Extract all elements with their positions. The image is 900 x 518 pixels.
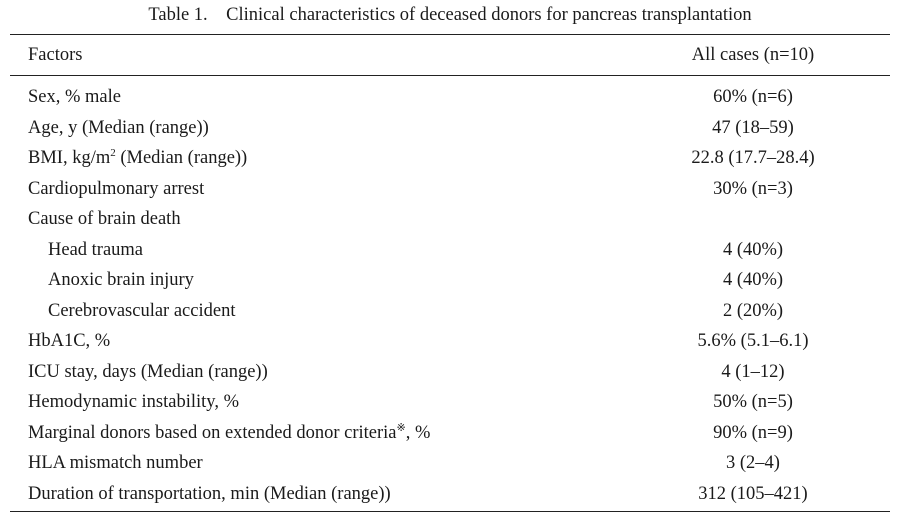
row-value: 3 (2–4) <box>726 453 780 473</box>
table-row-sex <box>0 82 900 113</box>
row-value: 4 (40%) <box>722 270 784 290</box>
table-header-rule <box>10 75 890 76</box>
header-factors: Factors <box>28 45 83 65</box>
table-row-hla-mismatch <box>0 448 900 479</box>
row-label: ICU stay, days (Median (range)) <box>28 361 268 382</box>
row-value: 47 (18–59) <box>712 117 794 138</box>
row-label: Cardiopulmonary arrest <box>28 178 205 199</box>
table-row-cardiopulmonary-arrest <box>0 174 900 205</box>
table-body <box>0 82 900 509</box>
header-all-cases: All cases (n=10) <box>691 45 815 65</box>
row-label: Age, y (Median (range)) <box>28 117 209 138</box>
row-value: 5.6% (5.1–6.1) <box>697 331 809 351</box>
row-label: Sex, % male <box>28 87 121 107</box>
table-row-duration-of-transportation <box>0 479 900 510</box>
row-value: 90% (n=9) <box>713 422 793 443</box>
row-label: Anoxic brain injury <box>48 270 194 290</box>
marginal-label-suffix: , % <box>405 422 431 443</box>
row-label: Duration of transportation, min (Median (range)) <box>28 483 391 504</box>
table-row-anoxic-brain-injury <box>0 265 900 296</box>
row-value: 60% (n=6) <box>713 87 793 107</box>
row-value: 30% (n=3) <box>713 178 793 199</box>
row-label: HLA mismatch number <box>28 453 203 473</box>
marginal-label-text: Marginal donors based on extended donor criteria <box>28 422 397 443</box>
row-label: Head trauma <box>48 239 144 260</box>
row-value: 2 (20%) <box>722 300 784 321</box>
row-value: 22.8 (17.7–28.4) <box>691 148 815 168</box>
table-row-hba1c <box>0 326 900 357</box>
row-label: Cause of brain death <box>28 209 181 229</box>
table-header-row <box>0 42 900 68</box>
row-label: HbA1C, % <box>28 331 111 351</box>
table-row-bmi <box>0 143 900 174</box>
row-label <box>28 143 247 173</box>
table-bottom-rule <box>10 511 890 512</box>
row-value: 50% (n=5) <box>713 392 793 412</box>
table-row-marginal-donors <box>0 418 900 449</box>
table-row-cerebrovascular-accident <box>0 296 900 327</box>
bmi-superscript: 2 <box>110 147 116 159</box>
row-label: Cerebrovascular accident <box>48 300 236 321</box>
row-value: 4 (40%) <box>722 239 784 260</box>
row-value: 312 (105–421) <box>698 483 808 504</box>
table-row-hemodynamic-instability <box>0 387 900 418</box>
row-value: 4 (1–12) <box>721 361 785 382</box>
table-top-rule <box>10 34 890 35</box>
reference-mark-superscript: ※ <box>396 421 406 434</box>
table-row-icu-stay <box>0 357 900 388</box>
row-label <box>28 418 430 448</box>
bmi-label-text: BMI, kg/m <box>28 148 111 168</box>
table-row-age <box>0 113 900 144</box>
table-row-cause-of-brain-death <box>0 204 900 235</box>
row-label: Hemodynamic instability, % <box>28 392 239 412</box>
table-caption: Table 1. Clinical characteristics of deceased donors for pancreas transplantation <box>148 5 752 25</box>
table-row-head-trauma <box>0 235 900 266</box>
bmi-label-suffix: (Median (range)) <box>115 148 248 168</box>
